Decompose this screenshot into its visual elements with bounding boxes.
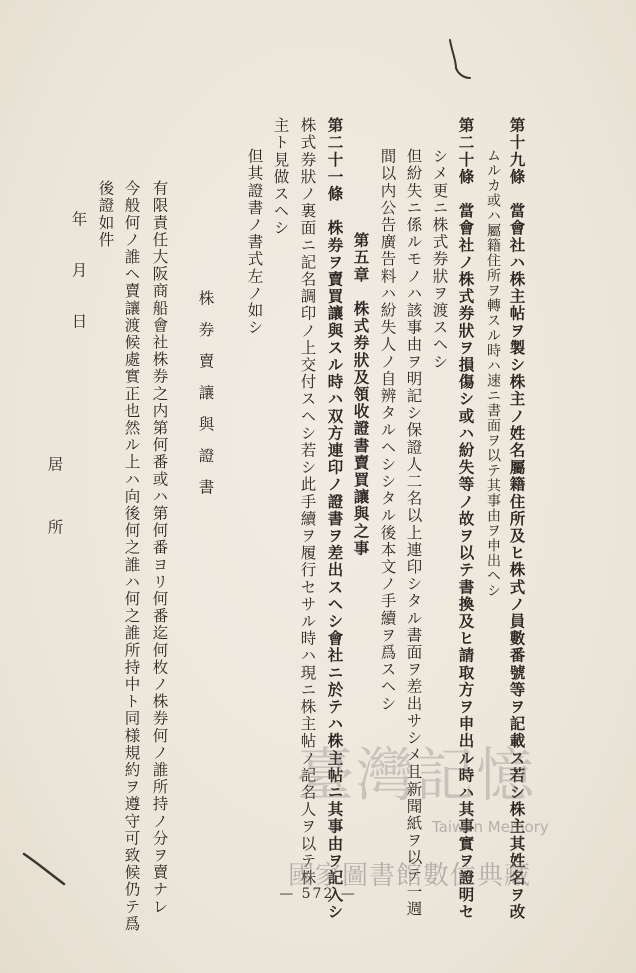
article-20-proviso-line-1: 但紛失ニ係ルモノハ該事由ヲ明記シ保證人二名以上連印シタル書面ヲ差出サシメ且新聞紙ヲ以テ一週 [404, 148, 423, 918]
article-20-line-1: 第二十條 當會社ノ株式券狀ヲ損傷シ或ハ紛失等ノ故ヲ以テ書換及ヒ請取方ヲ申出ル時ハ其事實ヲ證明セ [456, 117, 476, 921]
watermark-national-library: 國家圖書館數位典藏 [288, 861, 532, 891]
paper-scratch-top [444, 38, 474, 82]
form-residence-label: 居 所 [45, 456, 64, 551]
article-20-line-2: シメ更ニ株式券狀ヲ渡スヘシ [430, 148, 449, 371]
paper-scratch-bottom [20, 850, 70, 890]
article-21-line-1: 第二十一條 株券ヲ賣買讓與スル時ハ双方連印ノ證書ヲ差出スヘシ會社ニ於テハ株主帖ニ其事由ヲ記入シ [325, 117, 345, 921]
form-body-line-1: 有限責任大阪商船會社株券之内第何番或ハ第何番ヨリ何番迄何枚ノ株券何ノ誰所持ノ分ヲ賣ナレ [150, 180, 169, 916]
article-20-proviso-line-2: 間以内公告廣告料ハ紛失人ノ自辨タルヘシシタル後本文ノ手續ヲ爲スヘシ [378, 148, 397, 713]
page-number: — 572 — [279, 886, 357, 902]
form-title: 株券賣讓與證書 [196, 290, 215, 511]
form-date-line: 年 月 日 [69, 211, 88, 339]
article-19-line-1: 第十九條 當會社ハ株主帖ヲ製シ株主ノ姓名屬籍住所及ヒ株式ノ員數番號等ヲ記載ス若シ株主其姓名ヲ改 [507, 117, 527, 921]
article-19-line-2: ムルカ或ハ屬籍住所ヲ轉スル時ハ速ニ書面ヲ以テ其事由ヲ申出ヘシ [485, 148, 501, 598]
form-body-line-3: 後證如件 [96, 180, 115, 249]
article-21-proviso: 但其證書ノ書式左ノ如シ [245, 148, 264, 337]
article-21-line-2: 株式券狀ノ裏面ニ記名調印ノ上交付スヘシ若シ此手續ヲ履行セサル時ハ現ニ株主帖ノ記名人ヲ以テ株 [298, 117, 317, 887]
chapter-5-heading: 第五章 株式券狀及領收證書賣買讓與之事 [351, 232, 371, 557]
watermark-taiwan-memory-chinese: 臺灣記憶 [296, 741, 537, 809]
watermark-taiwan-memory-english: Taiwan Memory [432, 818, 549, 836]
article-21-line-3: 主ト見做スヘシ [271, 117, 290, 237]
form-body-line-2: 今般何ノ誰ヘ賣讓渡候處實正也然ル上ハ向後何之誰ハ何之誰所持中ト同様規約ヲ遵守可致候仍テ爲 [122, 180, 141, 933]
